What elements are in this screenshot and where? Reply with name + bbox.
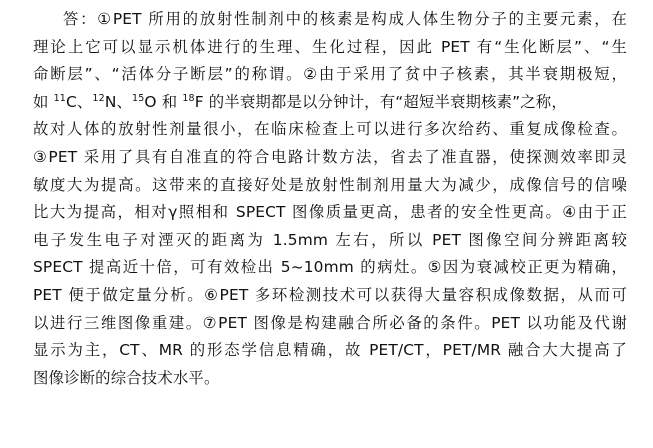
text-line-7 bbox=[33, 172, 627, 200]
isotope-mass-number: 12 bbox=[92, 92, 105, 104]
text-line-13 bbox=[33, 337, 627, 365]
text-run: 以进行三维图像重建。⑦PET 图像是构建融合所必备的条件。PET 以功能及代谢 bbox=[33, 313, 627, 332]
text-line-4 bbox=[33, 89, 627, 117]
text-run: N、 bbox=[104, 92, 133, 111]
text-run: 敏度大为提高。这带来的直接好处是放射性制剂用量大为减少，成像信号的信噪 bbox=[33, 175, 627, 194]
text-run: C、 bbox=[65, 92, 93, 111]
text-line-11 bbox=[33, 282, 627, 310]
text-run: 显示为主，CT、MR 的形态学信息精确，故 PET/CT，PET/MR 融合大大提高了 bbox=[33, 341, 627, 360]
isotope-mass-number: 18 bbox=[182, 92, 195, 104]
text-line-9 bbox=[33, 227, 627, 255]
text-line-1 bbox=[33, 6, 627, 34]
text-line-3 bbox=[33, 61, 627, 89]
text-line-10 bbox=[33, 254, 627, 282]
text-line-6 bbox=[33, 144, 627, 172]
text-run: O 和 bbox=[144, 92, 183, 111]
text-run: F 的半衰期都是以分钟计，有“超短半衰期核素”之称， bbox=[194, 92, 567, 111]
text-run: 比大为提高，相对γ照相和 SPECT 图像质量更高，患者的安全性更高。④由于正 bbox=[33, 203, 627, 222]
text-line-2 bbox=[33, 34, 627, 62]
text-line-12 bbox=[33, 310, 627, 338]
text-run: 电子发生电子对湮灭的距离为 1.5mm 左右，所以 PET 图像空间分辨距离较 bbox=[33, 230, 627, 249]
text-run: 故对人体的放射性剂量很小，在临床检查上可以进行多次给药、重复成像检查。 bbox=[33, 120, 627, 139]
text-run: ③PET 采用了具有自准直的符合电路计数方法，省去了准直器，使探测效率即灵 bbox=[33, 147, 627, 166]
text-run: 答：①PET 所用的放射性制剂中的核素是构成人体生物分子的主要元素，在 bbox=[63, 10, 627, 28]
isotope-mass-number: 11 bbox=[53, 92, 66, 104]
text-run: 命断层”、“活体分子断层”的称谓。②由于采用了贫中子核素，其半衰期极短， bbox=[33, 65, 627, 84]
text-run: 如 bbox=[33, 92, 54, 111]
text-line-5 bbox=[33, 116, 627, 144]
text-line-8 bbox=[33, 199, 627, 227]
text-run: 理论上它可以显示机体进行的生理、生化过程，因此 PET 有“生化断层”、“生 bbox=[33, 37, 627, 56]
text-line-14 bbox=[33, 365, 627, 393]
text-run: SPECT 提高近十倍，可有效检出 5~10mm 的病灶。⑤因为衰减校正更为精确， bbox=[33, 258, 627, 277]
text-run: PET 便于做定量分析。⑥PET 多环检测技术可以获得大量容积成像数据，从而可 bbox=[33, 285, 627, 304]
isotope-mass-number: 15 bbox=[132, 92, 145, 104]
text-run: 图像诊断的综合技术水平。 bbox=[33, 368, 220, 387]
